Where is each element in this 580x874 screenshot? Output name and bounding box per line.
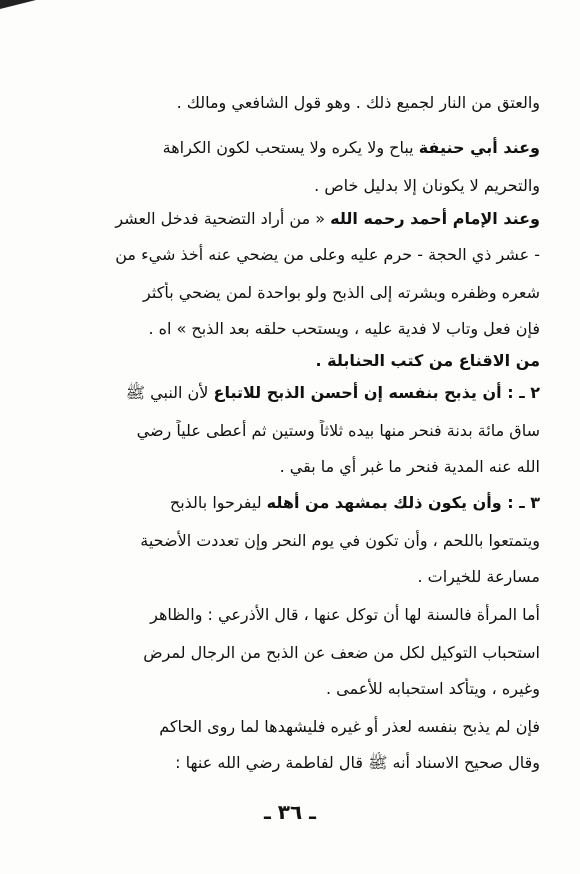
text-line — [26, 244, 540, 266]
text-line — [26, 282, 540, 304]
plain-text: أما المرأة فالسنة لها أن توكل عنها ، قال الأذرعي : والظاهر — [150, 605, 540, 624]
text-line — [26, 604, 540, 626]
bold-heading: ٣ ـ : وأن يكون ذلك بمشهد من أهله — [266, 493, 540, 512]
plain-text: - عشر ذي الحجة - حرم عليه وعلى من يضحي عنه أخذ شيء من — [115, 245, 540, 264]
plain-text: ويتمتعوا باللحم ، وأن تكون في يوم النحر وإن تعددت الأضحية — [140, 531, 540, 550]
plain-text: وقال صحيح الاسناد أنه ﷺ قال لفاطمة رضي الله عنها : — [175, 753, 540, 772]
plain-text: ليفرحوا بالذبح — [169, 493, 267, 512]
text-line — [26, 382, 540, 404]
bold-heading: ٢ ـ : أن يذبح بنفسه إن أحسن الذبح للاتباع — [213, 383, 540, 402]
plain-text: يباح ولا يكره ولا يستحب لكون الكراهة — [162, 138, 419, 157]
text-line — [26, 678, 540, 700]
plain-text: ساق مائة بدنة فنحر منها بيده ثلاثاً وستين ثم أعطى علياً رضي — [136, 421, 540, 440]
bold-heading: وعند أبي حنيفة — [418, 138, 540, 157]
corner-scan-mark — [0, 0, 36, 10]
plain-text: شعره وظفره وبشرته إلى الذبح ولو بواحدة لمن يضحي بأكثر — [143, 283, 540, 302]
text-line — [26, 566, 540, 588]
bold-heading: من الاقناع من كتب الحنابلة . — [315, 351, 540, 370]
text-line — [26, 530, 540, 552]
plain-text: فإن لم يذبح بنفسه لعذر أو غيره فليشهدها لما روى الحاكم — [159, 717, 540, 736]
text-line — [26, 420, 540, 442]
plain-text: استحباب التوكيل لكل من ضعف عن الذبح من الرجال لمرض — [143, 643, 540, 662]
text-line — [26, 318, 540, 340]
plain-text: والتحريم لا يكونان إلا بدليل خاص . — [314, 176, 540, 195]
text-line — [26, 208, 540, 230]
text-line — [26, 716, 540, 738]
plain-text: لأن النبي ﷺ — [125, 383, 214, 402]
text-line — [26, 350, 540, 372]
plain-text: الله عنه المدية فنحر ما غبر أي ما بقي . — [279, 457, 540, 476]
text-line — [26, 92, 540, 114]
text-line — [26, 492, 540, 514]
text-line — [26, 752, 540, 774]
text-line — [26, 175, 540, 197]
text-line — [26, 456, 540, 478]
plain-text: والعتق من النار لجميع ذلك . وهو قول الشافعي ومالك . — [176, 93, 540, 112]
page-number: ـ ٣٦ ـ — [263, 800, 317, 824]
plain-text: وغيره ، ويتأكد استحبابه للأعمى . — [325, 679, 540, 698]
bold-heading: وعند الإمام أحمد رحمه الله — [330, 209, 540, 228]
text-line — [26, 642, 540, 664]
plain-text: مسارعة للخيرات . — [417, 567, 540, 586]
plain-text: « من أراد التضحية فدخل العشر — [115, 209, 331, 228]
text-line — [26, 137, 540, 159]
plain-text: فإن فعل وتاب لا فدية عليه ، ويستحب حلقه بعد الذبح » اه . — [148, 319, 540, 338]
